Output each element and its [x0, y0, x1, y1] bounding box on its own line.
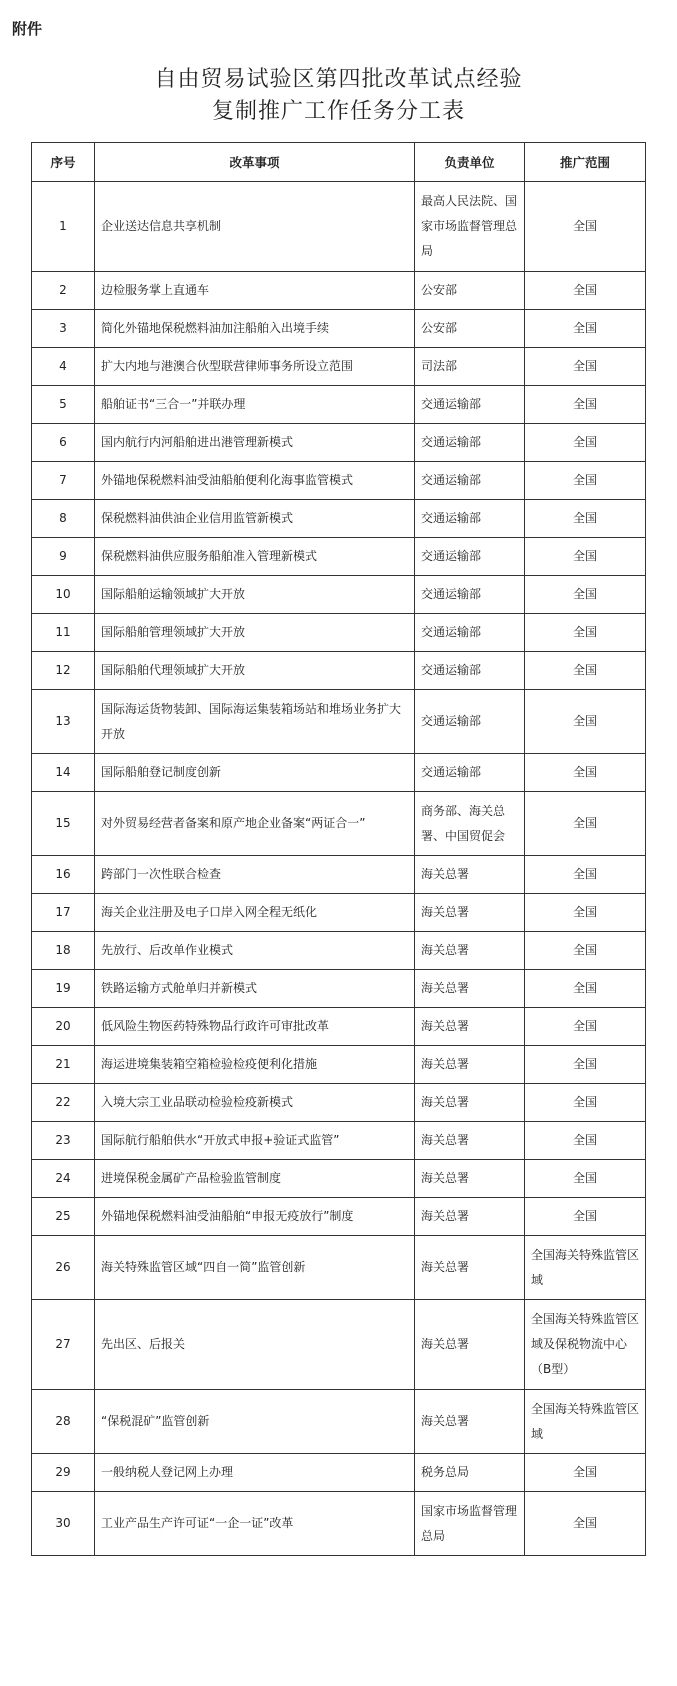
promotion-scope: 全国 [525, 310, 646, 348]
promotion-scope: 全国 [525, 272, 646, 310]
reform-item: 外锚地保税燃料油受油船舶便利化海事监管模式 [95, 462, 415, 500]
table-row [32, 1492, 646, 1556]
reform-item: 一般纳税人登记网上办理 [95, 1454, 415, 1492]
row-number: 23 [32, 1122, 95, 1160]
row-number: 25 [32, 1198, 95, 1236]
promotion-scope: 全国 [525, 1122, 646, 1160]
row-number: 16 [32, 856, 95, 894]
table-row [32, 1046, 646, 1084]
row-number: 17 [32, 894, 95, 932]
table-row [32, 386, 646, 424]
responsible-unit: 交通运输部 [415, 386, 525, 424]
table-row [32, 1160, 646, 1198]
responsible-unit: 海关总署 [415, 856, 525, 894]
table-row [32, 310, 646, 348]
promotion-scope: 全国海关特殊监管区域 [525, 1390, 646, 1454]
reform-item: 保税燃料油供油企业信用监管新模式 [95, 500, 415, 538]
table-row [32, 652, 646, 690]
table-row [32, 182, 646, 272]
promotion-scope: 全国 [525, 182, 646, 272]
reform-item: 进境保税金属矿产品检验监管制度 [95, 1160, 415, 1198]
promotion-scope: 全国 [525, 538, 646, 576]
responsible-unit: 交通运输部 [415, 754, 525, 792]
table-row [32, 1236, 646, 1300]
row-number: 5 [32, 386, 95, 424]
row-number: 8 [32, 500, 95, 538]
promotion-scope: 全国 [525, 462, 646, 500]
promotion-scope: 全国 [525, 386, 646, 424]
row-number: 20 [32, 1008, 95, 1046]
responsible-unit: 交通运输部 [415, 424, 525, 462]
promotion-scope: 全国 [525, 1454, 646, 1492]
reform-item: 国内航行内河船舶进出港管理新模式 [95, 424, 415, 462]
reform-item: 简化外锚地保税燃料油加注船舶入出境手续 [95, 310, 415, 348]
reform-item: 扩大内地与港澳合伙型联营律师事务所设立范围 [95, 348, 415, 386]
promotion-scope: 全国 [525, 792, 646, 856]
reform-item: 船舶证书“三合一”并联办理 [95, 386, 415, 424]
promotion-scope: 全国 [525, 576, 646, 614]
responsible-unit: 交通运输部 [415, 652, 525, 690]
header-no: 序号 [32, 143, 95, 182]
row-number: 27 [32, 1300, 95, 1390]
table-row [32, 1390, 646, 1454]
table-row [32, 272, 646, 310]
responsible-unit: 海关总署 [415, 1046, 525, 1084]
table-row [32, 576, 646, 614]
reform-item: 海关企业注册及电子口岸入网全程无纸化 [95, 894, 415, 932]
responsible-unit: 交通运输部 [415, 690, 525, 754]
reform-item: 国际船舶管理领域扩大开放 [95, 614, 415, 652]
row-number: 10 [32, 576, 95, 614]
reform-item: 保税燃料油供应服务船舶准入管理新模式 [95, 538, 415, 576]
promotion-scope: 全国 [525, 932, 646, 970]
table-row [32, 856, 646, 894]
table-row [32, 690, 646, 754]
row-number: 7 [32, 462, 95, 500]
table-row [32, 1198, 646, 1236]
row-number: 1 [32, 182, 95, 272]
reform-item: 铁路运输方式舱单归并新模式 [95, 970, 415, 1008]
document-title-line-1: 自由贸易试验区第四批改革试点经验 [154, 67, 523, 92]
responsible-unit: 交通运输部 [415, 576, 525, 614]
reform-item: 先放行、后改单作业模式 [95, 932, 415, 970]
row-number: 21 [32, 1046, 95, 1084]
reform-item: 国际海运货物装卸、国际海运集装箱场站和堆场业务扩大开放 [95, 690, 415, 754]
reform-item: 对外贸易经营者备案和原产地企业备案“两证合一” [95, 792, 415, 856]
table-row [32, 1300, 646, 1390]
promotion-scope: 全国 [525, 894, 646, 932]
promotion-scope: 全国 [525, 1084, 646, 1122]
table-header-row [32, 143, 646, 182]
responsible-unit: 交通运输部 [415, 500, 525, 538]
table-row [32, 1122, 646, 1160]
responsible-unit: 海关总署 [415, 1160, 525, 1198]
row-number: 30 [32, 1492, 95, 1556]
row-number: 28 [32, 1390, 95, 1454]
reform-item: 工业产品生产许可证“一企一证”改革 [95, 1492, 415, 1556]
promotion-scope: 全国 [525, 856, 646, 894]
document-title-line-2: 复制推广工作任务分工表 [211, 99, 465, 124]
promotion-scope: 全国 [525, 1492, 646, 1556]
promotion-scope: 全国 [525, 500, 646, 538]
responsible-unit: 商务部、海关总署、中国贸促会 [415, 792, 525, 856]
responsible-unit: 海关总署 [415, 1122, 525, 1160]
responsible-unit: 交通运输部 [415, 538, 525, 576]
row-number: 18 [32, 932, 95, 970]
attachment-label: 附件 [12, 20, 43, 38]
header-item: 改革事项 [95, 143, 415, 182]
reform-item: 外锚地保税燃料油受油船舶“申报无疫放行”制度 [95, 1198, 415, 1236]
table-row [32, 424, 646, 462]
responsible-unit: 海关总署 [415, 1084, 525, 1122]
row-number: 13 [32, 690, 95, 754]
row-number: 26 [32, 1236, 95, 1300]
row-number: 22 [32, 1084, 95, 1122]
table-row [32, 614, 646, 652]
responsible-unit: 海关总署 [415, 1236, 525, 1300]
row-number: 6 [32, 424, 95, 462]
responsible-unit: 税务总局 [415, 1454, 525, 1492]
promotion-scope: 全国 [525, 1198, 646, 1236]
promotion-scope: 全国 [525, 614, 646, 652]
row-number: 24 [32, 1160, 95, 1198]
row-number: 19 [32, 970, 95, 1008]
responsible-unit: 公安部 [415, 272, 525, 310]
table-row [32, 348, 646, 386]
table-row [32, 970, 646, 1008]
row-number: 3 [32, 310, 95, 348]
table-row [32, 1454, 646, 1492]
reform-item: 先出区、后报关 [95, 1300, 415, 1390]
promotion-scope: 全国 [525, 348, 646, 386]
responsible-unit: 海关总署 [415, 932, 525, 970]
responsible-unit: 公安部 [415, 310, 525, 348]
row-number: 14 [32, 754, 95, 792]
reform-item: 入境大宗工业品联动检验检疫新模式 [95, 1084, 415, 1122]
table-row [32, 462, 646, 500]
row-number: 12 [32, 652, 95, 690]
reform-item: 国际船舶运输领域扩大开放 [95, 576, 415, 614]
responsible-unit: 海关总署 [415, 894, 525, 932]
responsible-unit: 司法部 [415, 348, 525, 386]
row-number: 15 [32, 792, 95, 856]
responsible-unit: 交通运输部 [415, 462, 525, 500]
table-row [32, 792, 646, 856]
promotion-scope: 全国海关特殊监管区域及保税物流中心（B型） [525, 1300, 646, 1390]
table-row [32, 754, 646, 792]
row-number: 29 [32, 1454, 95, 1492]
reform-item: 边检服务掌上直通车 [95, 272, 415, 310]
promotion-scope: 全国 [525, 970, 646, 1008]
row-number: 9 [32, 538, 95, 576]
reform-item: “保税混矿”监管创新 [95, 1390, 415, 1454]
promotion-scope: 全国 [525, 1008, 646, 1046]
responsible-unit: 最高人民法院、国家市场监督管理总局 [415, 182, 525, 272]
responsible-unit: 海关总署 [415, 1008, 525, 1046]
responsible-unit: 海关总署 [415, 1300, 525, 1390]
promotion-scope: 全国 [525, 652, 646, 690]
table-row [32, 538, 646, 576]
header-unit: 负责单位 [415, 143, 525, 182]
promotion-scope: 全国 [525, 424, 646, 462]
promotion-scope: 全国 [525, 754, 646, 792]
reform-item: 跨部门一次性联合检查 [95, 856, 415, 894]
task-division-table [31, 142, 646, 1556]
row-number: 11 [32, 614, 95, 652]
row-number: 2 [32, 272, 95, 310]
responsible-unit: 海关总署 [415, 970, 525, 1008]
table-row [32, 1008, 646, 1046]
reform-item: 国际航行船舶供水“开放式申报+验证式监管” [95, 1122, 415, 1160]
reform-item: 低风险生物医药特殊物品行政许可审批改革 [95, 1008, 415, 1046]
responsible-unit: 海关总署 [415, 1198, 525, 1236]
responsible-unit: 国家市场监督管理总局 [415, 1492, 525, 1556]
table-row [32, 1084, 646, 1122]
row-number: 4 [32, 348, 95, 386]
responsible-unit: 海关总署 [415, 1390, 525, 1454]
reform-item: 国际船舶代理领域扩大开放 [95, 652, 415, 690]
promotion-scope: 全国海关特殊监管区域 [525, 1236, 646, 1300]
promotion-scope: 全国 [525, 690, 646, 754]
table-row [32, 500, 646, 538]
table-row [32, 894, 646, 932]
promotion-scope: 全国 [525, 1160, 646, 1198]
header-scope: 推广范围 [525, 143, 646, 182]
table-row [32, 932, 646, 970]
responsible-unit: 交通运输部 [415, 614, 525, 652]
reform-item: 企业送达信息共享机制 [95, 182, 415, 272]
reform-item: 海运进境集装箱空箱检验检疫便利化措施 [95, 1046, 415, 1084]
reform-item: 海关特殊监管区域“四自一简”监管创新 [95, 1236, 415, 1300]
reform-item: 国际船舶登记制度创新 [95, 754, 415, 792]
promotion-scope: 全国 [525, 1046, 646, 1084]
